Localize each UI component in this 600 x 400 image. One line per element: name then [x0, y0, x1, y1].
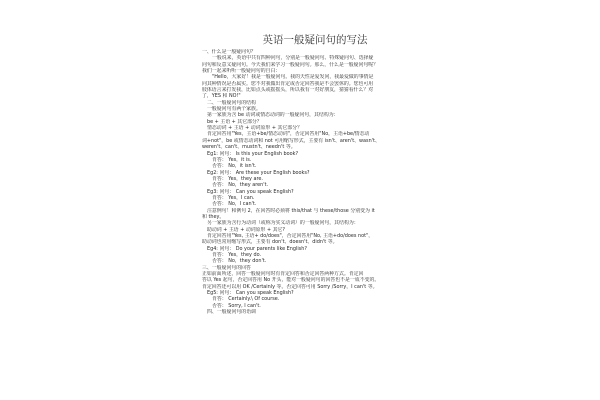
text-line: 正如前面所述，回答一般疑问句时有肯定回答和否定回答两种方式。肯定回 [202, 271, 364, 278]
text-line: Eg1: 问句： Is this your English book? [207, 150, 299, 157]
text-line: 一、什么是一般疑问句？ [202, 49, 256, 55]
document-body [200, 49, 430, 315]
text-line: 否答： No，it isn't. [212, 163, 257, 170]
text-line: 第一家族为含 be 动词或情态动词的一般疑问句，其结构为： [207, 112, 339, 119]
text-line: 肯定回答用"Yes，主语+be/情态动词"，否定回答用"No，主语+be/情态动 [207, 131, 370, 138]
text-line: 肯定回答用"Yes, 主语+ do/does"，否定回答用"No, 主语+do/does not"， [207, 232, 374, 239]
text-line: 肯答： Yes，they are. [212, 175, 263, 182]
text-line: 另一家族为含行为动词（或称为实义动词）的一般疑问句，其结构为： [207, 220, 359, 227]
text-line: Eg5: 问句： Can you speak English? [207, 290, 294, 297]
text-line: 二、一般疑问句的结构 [207, 99, 256, 106]
text-line: 四、一般疑问句的语调 [207, 309, 256, 316]
text-line: Eg2: 问句： Are these your English books? [207, 169, 310, 176]
text-line: 一般说来，英语中共有四种问句，分别是一般疑问句、特殊疑问句、选择疑 [212, 55, 374, 62]
text-line: 词+not"，be 或情态动词和 not 可用缩写形式，主要有 isn't、aren't、wasn't、 [202, 137, 380, 144]
text-line: 否答： No，they aren't. [212, 182, 269, 189]
document-page [200, 34, 430, 315]
text-line: 肯答： Certainly.\ Of course. [212, 296, 280, 303]
text-line: 问其种情况是否属实。您不对我做出肯定或否定回答我是不会罢休的。您也可用 [202, 80, 374, 87]
document-title: 英语一般疑问句的写法 [262, 34, 368, 46]
text-line: 一般疑问句有两个家族。 [207, 106, 261, 113]
text-line: "Hello，大家好！我是一般疑问句。我的天性是爱发问，我最爱做的事情是 [212, 74, 374, 81]
text-line: 肯答： Yes，I can. [212, 194, 255, 201]
text-line: Eg3: 问句： Can you speak English? [207, 188, 294, 195]
text-line: 注意例句！和例句 2，在回答时必须将 this/that 与 these/those 分别变为 it [207, 207, 375, 214]
text-line: 了，YES 和 NO!" [202, 93, 241, 100]
text-line: 否答： No，I can't. [212, 201, 257, 208]
text-line: 助动词 + 主语 + 动词原形 + 其它? [207, 226, 286, 233]
text-line: 肯定回答还可以用 OK /Certainly 等。否定回答可用 Sorry /Sorry，I can't 等。 [202, 283, 378, 290]
text-line: 问句和反意义疑问句。今天我们来学习一般疑问句。那么，什么是一般疑问句呢？ [202, 61, 379, 68]
text-line: 我们一起来听听一般疑问句的自白： [202, 68, 281, 75]
text-line: 三、一般疑问句的回答 [202, 264, 251, 271]
text-line: 肯答： Yes，they do. [212, 252, 262, 258]
text-line: Eg4: 问句： Do your parents like English? [207, 245, 307, 252]
text-line: 和 they。 [202, 213, 225, 220]
text-line: 否答： Sorry, I can't. [212, 302, 261, 309]
text-line: 答以 Yes 起句，否定回答用 No 开头，能对一般疑问句的回答也不是一成不变的。 [202, 277, 380, 284]
text-line: be + 主语 + 其它部分？ [207, 118, 262, 125]
text-line: 情态动词 + 主语 + 动词原形 + 其它部分？ [207, 125, 302, 132]
text-line: 肢体语言来打发我，比如点头或摇摇头，所以我有一对好朋友，猜猜看什么？对 [202, 87, 374, 94]
text-line: 否答： No，they don't. [212, 258, 267, 265]
text-line: 肯答： Yes，it is. [212, 156, 252, 163]
text-line: 助动词也常用缩写形式，主要有 don't、doesn't、didn't 等。 [202, 239, 338, 246]
text-line: weren't、can't、mustn't、needn't 等。 [202, 144, 296, 151]
